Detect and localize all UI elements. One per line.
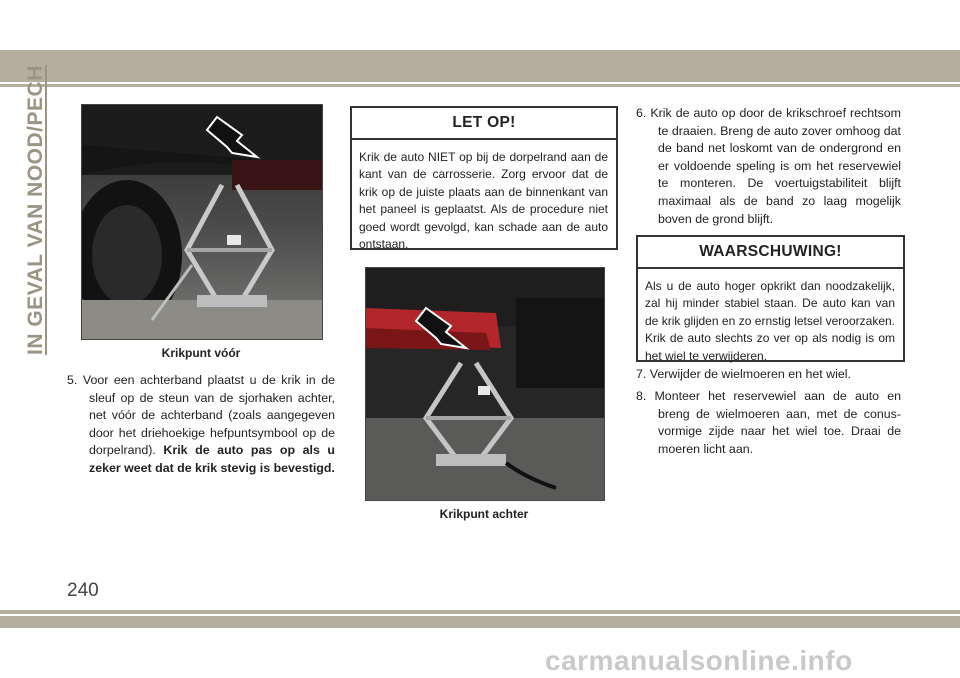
step-number: 5. bbox=[67, 373, 78, 387]
watermark: carmanualsonline.info bbox=[545, 645, 853, 676]
footer-rule bbox=[0, 610, 960, 614]
step-text: Krik de auto op door de krikschroef rechtsom te draaien. Breng de auto zover omhoog dat de band net loskomt van de ondergrond en er voldoende speling is om het reservewiel te monteren. De voertuigstabiliteit blijft maximaal als de band zo laag mogelijk boven de grond blijft. bbox=[650, 106, 901, 226]
page-number: 240 bbox=[67, 580, 99, 601]
step-number: 6. bbox=[636, 106, 647, 120]
header-rule bbox=[0, 84, 960, 87]
photo-front-jack-point bbox=[81, 104, 323, 340]
warning-text: Als u de auto hoger opkrikt dan noodzakelijk, zal hij minder stabiel staan. De auto kan van de krik glijden en zo ernstig letsel veroorzaken. Krik de auto slechts zo ver op als nodig is om het wiel te verwijderen. bbox=[645, 279, 895, 363]
jack-rear-illustration bbox=[366, 268, 604, 500]
footer-band bbox=[0, 616, 960, 628]
step-text: Monteer het reservewiel aan de auto en breng de wielmoeren aan, met de conusvormige zijde naar het wiel toe. Draai de moeren licht aan. bbox=[654, 389, 901, 456]
step-bold-text: Krik de auto pas op als u zeker weet dat de krik stevig is bevestigd. bbox=[89, 443, 336, 475]
section-title: IN GEVAL VAN NOOD/PECH bbox=[24, 65, 47, 355]
warning-box bbox=[636, 235, 905, 362]
step-text: Voor een achterband plaatst u de krik in de sleuf op de steun van de sjorhaken achter, net vóór de achterband (zoals aangegeven door het driehoekige hefpuntsymbool op de dorpelrand). bbox=[82, 373, 335, 458]
caption-rear: Krikpunt achter bbox=[439, 507, 529, 521]
step-5 bbox=[67, 372, 335, 478]
jack-front-illustration bbox=[82, 105, 322, 339]
step-7 bbox=[636, 366, 901, 384]
warning-title: WAARSCHUWING! bbox=[638, 237, 903, 269]
caution-text: Krik de auto NIET op bij de dorpelrand aan de kant van de carrosserie. Zorg ervoor dat de krik op de juiste plaats aan de binnenkant van het paneel is geplaatst. Als de procedure niet goed wordt gevolgd, kan schade aan de auto ontstaan. bbox=[359, 150, 608, 252]
photo-rear-jack-point bbox=[365, 267, 605, 501]
header-band bbox=[0, 50, 960, 82]
step-6 bbox=[636, 105, 901, 228]
caption-front: Krikpunt vóór bbox=[161, 346, 241, 360]
caution-title: LET OP! bbox=[352, 108, 616, 140]
step-number: 8. bbox=[636, 389, 647, 403]
step-8 bbox=[636, 388, 901, 458]
caution-box bbox=[350, 106, 618, 250]
step-text: Verwijder de wielmoeren en het wiel. bbox=[649, 367, 851, 381]
step-number: 7. bbox=[636, 367, 647, 381]
